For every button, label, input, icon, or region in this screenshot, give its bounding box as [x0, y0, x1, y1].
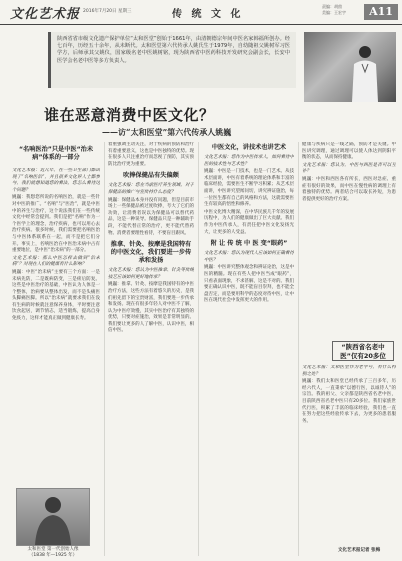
paragraph: 健康与疾病只是一线之隔，预防才是关键。中医讲究调理，通过调理可以使人体达到阴阳平衡的状态，从而保持健康。: [302, 142, 396, 161]
answer-text: 姚巍：我想您所说的名响医治，就是一些针对中医的推广。“名响”与“医治”，就是中医中的养生与治疗，这个说法我们在一些传统文化中经常会提到。我们是把“名响”作为一个医学上的理念，治疗疾病，也可以用心去治疗疾病。很多时候，我们需要把名响医治与中医体系联系在一起，而不是把它们分开。事实上，名响医治在中医治未病中占有重要地位，是中医“治未病”的一部分。: [12, 195, 100, 254]
subheadline: ——访“太和医堂”第六代传承人姚巍: [102, 127, 232, 137]
interview-photo: [304, 32, 396, 102]
question-text: 文化艺术报：您在当前医疗养生领域，对于保健品的推广与宣传持什么态度？: [108, 183, 194, 195]
portrait-figure: [17, 489, 89, 545]
column-divider: [104, 142, 105, 556]
question-text: 文化艺术报：您作为中医传承人，如何看待中医的技术性与艺术性？: [204, 155, 294, 167]
question-text: 文化艺术报：您认为中医推拿、针灸等传统技艺应该如何更好地传承？: [108, 268, 194, 280]
issue-date: 2016年7月20日 星期三: [83, 9, 132, 14]
column-divider: [298, 142, 299, 556]
col2-heading: 吹捧保健品有失偏颇: [123, 172, 179, 180]
headline: 谁在恶意消费中医文化？: [44, 106, 215, 124]
founder-portrait: [16, 488, 90, 546]
answer-text: 姚巍：中医讲究整体观念和辨证论治，这是中医的精髓。现在有些人把中医当成“眼药”，只看表面现象，不求甚解，这是不对的。我们要正确认识中医，既不能盲目崇拜，也不能全盘否定，而是要用科学的态度对待中医，让中医在现代社会中发挥更大的作用。: [204, 265, 294, 304]
answer-text: 姚巍：我们太和医堂已经传承了三百多年，历经六代人，一直秉承“以德行医，以诚待人”的宗旨。我的祖父、父亲都是陕西省名老中医，目前陕西省名老中医只有20多位。我们家族世代行医，积累了丰富的临床经验，我们也一直在努力把这些经验传承下去，为更多的患者服务。: [302, 379, 396, 424]
col2-heading: 推拿、针灸、按摩是我国特有的中医文化，我们要进一步传承和发扬: [110, 241, 192, 265]
newspaper-logo: 文化艺术报: [10, 7, 81, 22]
col1-heading: “名响医治”只是中医“治未病”体系的一部分: [18, 146, 94, 161]
col3-heading: 附 让 传 统 中 医 变“眼药”: [210, 240, 288, 248]
paragraph: 中医文化博大精深，在中华民族几千年的发展历程中，为人们的健康做出了巨大贡献。我们作为中医传承人，有责任把中医文化发扬光大，让更多的人受益。: [204, 209, 294, 235]
page-number-badge: A11: [364, 4, 398, 20]
column-divider: [198, 142, 199, 556]
col3-heading: 中医文化，讲技术也讲艺术: [211, 144, 287, 151]
question-text: 文化艺术报：您认为，中医与西医是否可以互补？: [302, 162, 396, 175]
boxed-heading: “陕西省名老中医”仅有20多位: [332, 341, 394, 361]
answer-text: 姚巍：中医是一门技术，也是一门艺术。从技术层面讲，中医有着系统的理论体系和丰富的临床经验，需要医生不断学习积累；从艺术层面讲，中医讲究望闻问切，讲究辨证施治，每一位医生都有自己的风格和方法，这就需要医生有较高的悟性和修养。: [204, 169, 294, 208]
portrait-caption: 太和医堂 第一代创始人像 （1838 年—1925 年）: [27, 547, 79, 558]
paragraph: 着重强调主动关注，对于疾病的预防和治疗有着重要意义，这也是中医独特的优势。现在很多人只注重治疗而忽视了预防，其实预防比治疗更为重要。: [108, 142, 194, 167]
answer-text: 姚巍：保健品本身并没有问题，但是目前市场上一些保健品被过度吹捧，夸大了它们的功效，让消费者误以为保健品可以替代药品，这是一种误导。保健品只是一种辅助手段，不能代替正常的治疗，更不能代替药物。消费者要理性看待，不要盲目跟风。: [108, 197, 194, 236]
editor-credits: 责编：胡茵 美编：王宏宇: [322, 4, 346, 15]
col4-body-bottom: [302, 365, 396, 545]
reporter-byline: 文化艺术报记者 张梅: [338, 548, 381, 553]
answer-text: 姚巍：中医“治未病”主要有三个方面：一是未病先防，二是既病防变，三是瘥后防复。这些是中医治疗的基础，中医认为人体是一个整体，治病要从整体出发，而不是头痛医头脚痛医脚。所以“治未病”就要求我们在没有生病的时候就注意保养身体，平时要注意饮食起居，调节情志，适当锻炼，提高自身免疫力，这样才能真正做到健康长寿。: [12, 269, 100, 322]
answer-text: 姚巍：推拿、针灸、按摩是我国特有的中医治疗方法，这些方法有着悠久的历史，是我们祖先留下的宝贵财富，我们要进一步传承和发扬。现在有很多年轻人对中医不了解，认为中医疗效慢，其实中医治疗有其独特的优势，只要对症施治，效果是非常明显的。我们要让更多的人了解中医，认识中医，相信中医。: [108, 282, 194, 334]
question-text: 文化艺术报：那么中医怎样去做到“治未病”？对现在人们的健康有什么影响？: [12, 255, 100, 268]
col1-body: [12, 168, 100, 484]
question-text: 文化艺术报：您认为现代人应该如何正确看待中医？: [204, 251, 294, 263]
answer-text: 姚巍：中医和西医各有所长，西医对急症、重症有很好的效果，而中医在慢性病的调理上有着独特的优势。两者结合可以取长补短，为患者提供更好的治疗方案。: [302, 176, 396, 202]
question-text: 文化艺术报：近几年，在一些卫生部门都出现了“名响医治”，并且很多文化界人士都参与，我们就想知道您的看法，您怎么看待这个问题？: [12, 168, 100, 193]
lead-summary-text: 陕西省省市级文化遗产保护单位“太和医堂”创始于1661年，由清朝德宗年间中医名家韩福所创办。经七百年，历经五十余年，从未断代。太和医堂第六代传承人姚氏生于1979年，自幼随祖父姚树军习医学方，后师承其父姚仪，国家级名老中医姚树铭，现为陕西省中医药科技开发研究会副会长，长安中医学会名老中医等多方负责人。: [57, 36, 290, 64]
col2-body: [108, 142, 194, 554]
masthead: [0, 0, 402, 25]
person-silhouette: [350, 42, 380, 102]
section-title: 传 统 文 化: [172, 9, 244, 20]
col4-body-top: [302, 142, 396, 338]
lead-summary-box: [48, 32, 296, 88]
col3-body: [204, 142, 294, 554]
question-text: 文化艺术报：太和医堂作为老字号，有什么特别之处？: [302, 365, 396, 377]
